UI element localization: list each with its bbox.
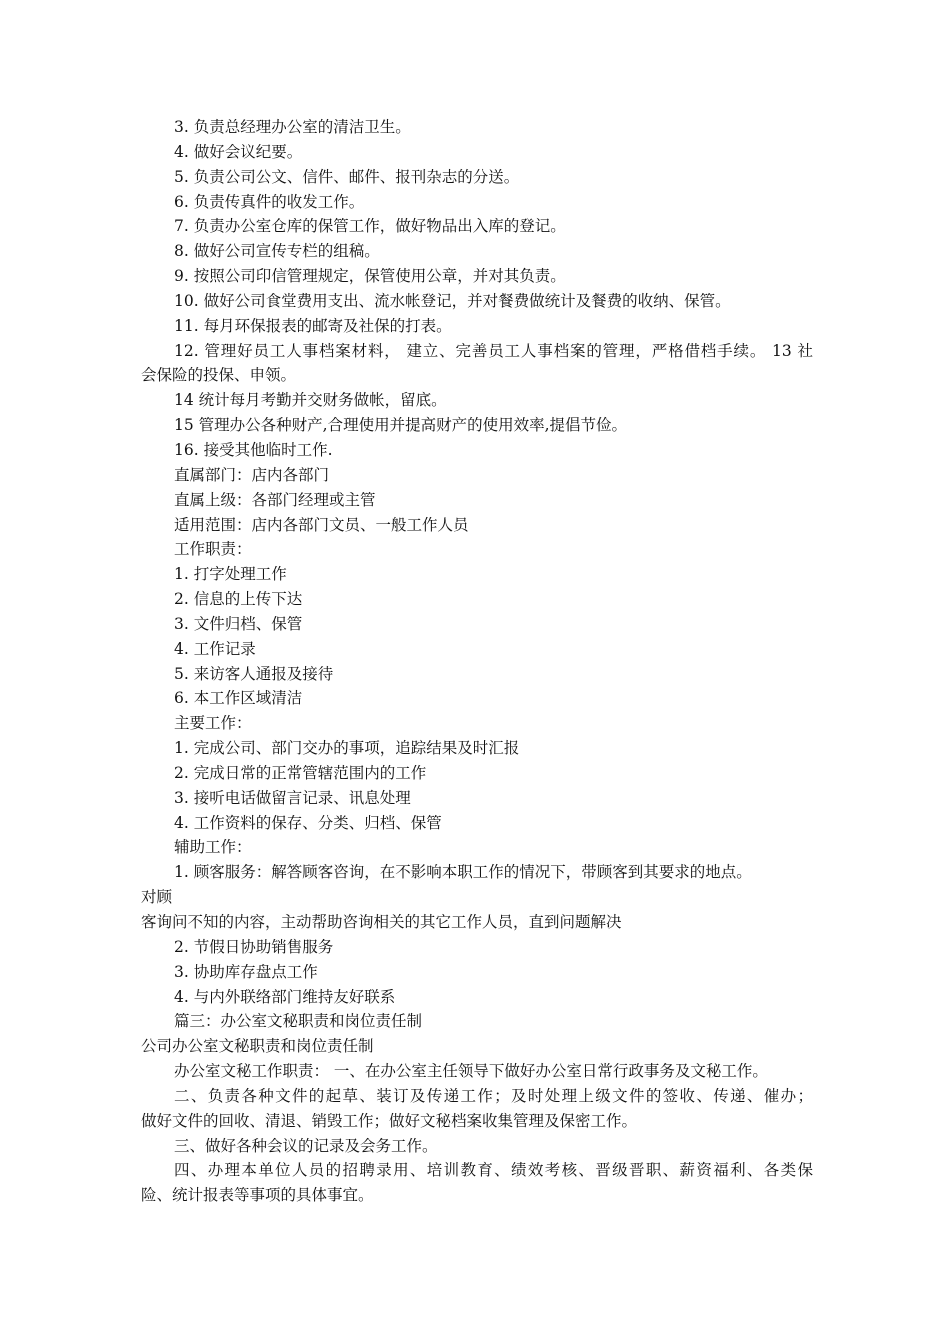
text-line: 1. 顾客服务：解答顾客咨询，在不影响本职工作的情况下，带顾客到其要求的地点。 <box>174 863 752 882</box>
text-line: 15 管理办公各种财产,合理使用并提高财产的使用效率,提倡节俭。 <box>174 416 628 435</box>
text-line: 公司办公室文秘职责和岗位责任制 <box>141 1037 374 1056</box>
text-line: 12. 管理好员工人事档案材料， 建立、完善员工人事档案的管理，严格借档手续。 13 社 <box>174 341 813 360</box>
text-line: 4. 做好会议纪要。 <box>174 142 303 161</box>
text-line: 三、做好各种会议的记录及会务工作。 <box>174 1136 438 1155</box>
text-line: 6. 负责传真件的收发工作。 <box>174 192 365 211</box>
text-line: 办公室文秘工作职责： 一、在办公室主任领导下做好办公室日常行政事务及文秘工作。 <box>174 1062 768 1081</box>
text-line: 1. 打字处理工作 <box>174 565 287 584</box>
text-line: 辅助工作： <box>174 838 252 857</box>
text-line: 1. 完成公司、部门交办的事项，追踪结果及时汇报 <box>174 739 520 758</box>
text-line: 7. 负责办公室仓库的保管工作，做好物品出入库的登记。 <box>174 217 566 236</box>
text-line: 4. 工作记录 <box>174 639 256 658</box>
text-line: 6. 本工作区域清洁 <box>174 689 303 708</box>
text-line: 9. 按照公司印信管理规定，保管使用公章，并对其负责。 <box>174 267 566 286</box>
text-line: 对顾 <box>141 888 173 907</box>
text-line: 四、办理本单位人员的招聘录用、培训教育、绩效考核、晋级晋职、薪资福利、各类保 <box>174 1161 813 1180</box>
text-line: 5. 来访客人通报及接待 <box>174 664 334 683</box>
text-line: 险、统计报表等事项的具体事宜。 <box>141 1186 374 1205</box>
text-line: 16. 接受其他临时工作. <box>174 440 333 459</box>
text-line: 客询问不知的内容，主动帮助咨询相关的其它工作人员，直到问题解决 <box>141 913 622 931</box>
text-line: 5. 负责公司公文、信件、邮件、报刊杂志的分送。 <box>174 167 520 186</box>
document-body <box>141 115 813 1208</box>
text-line: 10. 做好公司食堂费用支出、流水帐登记，并对餐费做统计及餐费的收纳、保管。 <box>174 291 731 310</box>
text-line: 篇三：办公室文秘职责和岗位责任制 <box>174 1012 423 1031</box>
text-line: 4. 与内外联络部门维持友好联系 <box>174 987 396 1006</box>
text-line: 主要工作： <box>174 714 252 733</box>
text-line: 4. 工作资料的保存、分类、归档、保管 <box>174 813 442 832</box>
text-line: 3. 协助库存盘点工作 <box>174 962 318 981</box>
text-line: 3. 负责总经理办公室的清洁卫生。 <box>174 118 411 136</box>
text-line: 适用范围：店内各部门文员、一般工作人员 <box>174 515 469 534</box>
text-line: 做好文件的回收、清退、销毁工作；做好文秘档案收集管理及保密工作。 <box>141 1111 638 1130</box>
text-line: 2. 信息的上传下达 <box>174 590 303 609</box>
text-line: 会保险的投保、申领。 <box>141 366 297 385</box>
text-line: 直属上级：各部门经理或主管 <box>174 490 376 509</box>
text-line: 2. 节假日协助销售服务 <box>174 937 334 956</box>
text-line: 直属部门：店内各部门 <box>174 465 330 484</box>
text-line: 3. 文件归档、保管 <box>174 614 303 633</box>
text-line: 11. 每月环保报表的邮寄及社保的打表。 <box>174 316 452 335</box>
text-line: 8. 做好公司宣传专栏的组稿。 <box>174 242 380 261</box>
text-line: 3. 接听电话做留言记录、讯息处理 <box>174 788 411 807</box>
text-line: 2. 完成日常的正常管辖范围内的工作 <box>174 763 427 782</box>
text-line: 工作职责： <box>174 540 252 559</box>
text-line: 二、负责各种文件的起草、装订及传递工作；及时处理上级文件的签收、传递、催办； <box>174 1086 813 1105</box>
text-line: 14 统计每月考勤并交财务做帐，留底。 <box>174 391 447 410</box>
